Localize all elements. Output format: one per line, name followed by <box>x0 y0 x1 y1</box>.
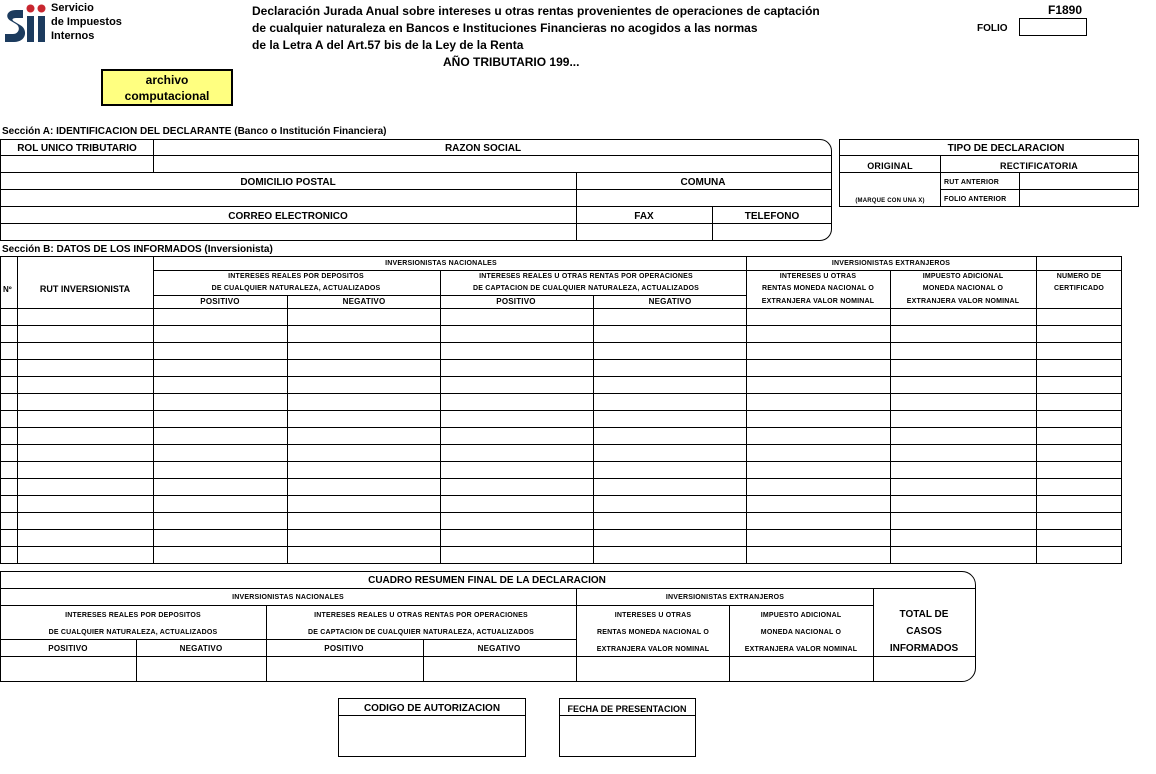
total-line-1: TOTAL DE <box>899 609 949 620</box>
table-cell[interactable] <box>1 309 17 325</box>
resumen-negativo-2-input[interactable] <box>424 657 576 681</box>
table-cell[interactable] <box>1 377 17 393</box>
razon-social-label: RAZON SOCIAL <box>444 143 522 154</box>
cert-line-1: NUMERO DE <box>1056 273 1102 280</box>
col2-line-2: DE CAPTACION DE CUALQUIER NATURALEZA, ACTUALIZADOS <box>472 285 700 292</box>
table-cell[interactable] <box>288 496 440 512</box>
telefono-input[interactable] <box>713 224 828 240</box>
logo-line-3: Internos <box>51 30 95 42</box>
table-cell[interactable] <box>747 496 890 512</box>
ext2-line-2: MONEDA NACIONAL O <box>922 285 1004 292</box>
table-cell[interactable] <box>1037 394 1122 410</box>
domicilio-input[interactable] <box>1 190 576 206</box>
resumen-negativo-1-input[interactable] <box>137 657 266 681</box>
table-cell[interactable] <box>154 462 287 478</box>
resumen-total-input[interactable] <box>874 657 970 681</box>
positivo-2-label: POSITIVO <box>496 297 536 306</box>
table-cell[interactable] <box>288 445 440 461</box>
table-cell[interactable] <box>1037 530 1122 546</box>
fax-input[interactable] <box>577 224 712 240</box>
archivo-computacional-badge <box>101 69 233 106</box>
table-cell[interactable] <box>891 377 1036 393</box>
table-cell[interactable] <box>891 547 1036 563</box>
col1-line-2: DE CUALQUIER NATURALEZA, ACTUALIZADOS <box>211 285 381 292</box>
folio-input[interactable] <box>1019 18 1087 36</box>
table-cell[interactable] <box>18 394 153 410</box>
table-cell[interactable] <box>747 360 890 376</box>
table-cell[interactable] <box>1 547 17 563</box>
table-cell[interactable] <box>594 411 746 427</box>
title-line-2: de cualquier naturaleza en Bancos e Instituciones Financieras no acogidos a las normas <box>252 21 758 35</box>
table-cell[interactable] <box>288 428 440 444</box>
razon-social-input[interactable] <box>154 156 830 172</box>
table-cell[interactable] <box>441 343 593 359</box>
table-cell[interactable] <box>594 445 746 461</box>
table-cell[interactable] <box>18 496 153 512</box>
resumen-negativo-1: NEGATIVO <box>179 644 223 653</box>
total-line-3: INFORMADOS <box>889 643 959 654</box>
resumen-col2-line-1: INTERESES REALES U OTRAS RENTAS POR OPERACIONES <box>314 612 528 619</box>
table-cell[interactable] <box>1037 360 1122 376</box>
table-cell[interactable] <box>288 377 440 393</box>
table-cell[interactable] <box>891 360 1036 376</box>
tax-year: AÑO TRIBUTARIO 199... <box>443 55 580 69</box>
nacionales-label: INVERSIONISTAS NACIONALES <box>385 260 497 267</box>
table-cell[interactable] <box>747 547 890 563</box>
table-cell[interactable] <box>1037 496 1122 512</box>
table-cell[interactable] <box>1037 343 1122 359</box>
original-label: ORIGINAL <box>867 161 913 171</box>
table-cell[interactable] <box>288 547 440 563</box>
table-cell[interactable] <box>18 343 153 359</box>
table-cell[interactable] <box>594 462 746 478</box>
title-line-1: Declaración Jurada Anual sobre intereses u otras rentas provenientes de operaciones de captación <box>252 4 820 18</box>
resumen-positivo-2-input[interactable] <box>267 657 423 681</box>
table-cell[interactable] <box>594 309 746 325</box>
table-cell[interactable] <box>594 513 746 529</box>
table-cell[interactable] <box>594 496 746 512</box>
table-cell[interactable] <box>441 394 593 410</box>
table-cell[interactable] <box>441 496 593 512</box>
fecha-presentacion-label: FECHA DE PRESENTACION <box>567 704 687 714</box>
table-cell[interactable] <box>18 377 153 393</box>
table-cell[interactable] <box>441 428 593 444</box>
table-cell[interactable] <box>594 530 746 546</box>
comuna-label: COMUNA <box>680 177 726 188</box>
table-cell[interactable] <box>891 394 1036 410</box>
table-cell[interactable] <box>18 326 153 342</box>
col2-line-1: INTERESES REALES U OTRAS RENTAS POR OPERACIONES <box>479 273 693 280</box>
rut-anterior-input[interactable] <box>1020 173 1138 189</box>
col1-line-1: INTERESES REALES POR DEPOSITOS <box>228 273 364 280</box>
telefono-label: TELEFONO <box>744 211 800 222</box>
table-cell[interactable] <box>154 377 287 393</box>
table-cell[interactable] <box>441 360 593 376</box>
table-cell[interactable] <box>441 377 593 393</box>
table-cell[interactable] <box>891 513 1036 529</box>
table-cell[interactable] <box>747 445 890 461</box>
table-cell[interactable] <box>441 530 593 546</box>
section-a-title: Sección A: IDENTIFICACION DEL DECLARANTE (Banco o Institución Financiera) <box>2 126 387 137</box>
table-cell[interactable] <box>18 530 153 546</box>
rut-input[interactable] <box>1 156 153 172</box>
table-cell[interactable] <box>594 326 746 342</box>
ext1-line-1: INTERESES U OTRAS <box>779 273 857 280</box>
table-cell[interactable] <box>441 411 593 427</box>
table-cell[interactable] <box>1037 513 1122 529</box>
table-cell[interactable] <box>154 513 287 529</box>
table-cell[interactable] <box>18 513 153 529</box>
table-cell[interactable] <box>594 360 746 376</box>
correo-label: CORREO ELECTRONICO <box>228 211 348 222</box>
table-cell[interactable] <box>891 496 1036 512</box>
table-cell[interactable] <box>288 479 440 495</box>
resumen-extranjeros: INVERSIONISTAS EXTRANJEROS <box>665 594 785 601</box>
table-cell[interactable] <box>288 462 440 478</box>
table-cell[interactable] <box>288 343 440 359</box>
resumen-title: CUADRO RESUMEN FINAL DE LA DECLARACION <box>368 575 606 586</box>
form-code: F1890 <box>1048 3 1083 17</box>
correo-input[interactable] <box>1 224 576 240</box>
table-cell[interactable] <box>747 513 890 529</box>
table-cell[interactable] <box>1 326 17 342</box>
comuna-input[interactable] <box>577 190 830 206</box>
table-cell[interactable] <box>1037 445 1122 461</box>
table-cell[interactable] <box>747 343 890 359</box>
resumen-ext1-line-1: INTERESES U OTRAS <box>614 612 692 619</box>
badge-line-2: computacional <box>124 89 210 103</box>
table-cell[interactable] <box>1 445 17 461</box>
table-cell[interactable] <box>1 496 17 512</box>
table-cell[interactable] <box>891 462 1036 478</box>
table-cell[interactable] <box>1 411 17 427</box>
table-cell[interactable] <box>154 309 287 325</box>
table-cell[interactable] <box>747 326 890 342</box>
resumen-col1-line-2: DE CUALQUIER NATURALEZA, ACTUALIZADOS <box>48 629 218 636</box>
table-cell[interactable] <box>747 394 890 410</box>
tipo-declaracion-title: TIPO DE DECLARACION <box>947 143 1065 154</box>
table-cell[interactable] <box>1 513 17 529</box>
cert-line-2: CERTIFICADO <box>1053 285 1105 292</box>
table-cell[interactable] <box>747 479 890 495</box>
table-cell[interactable] <box>594 343 746 359</box>
resumen-positivo-1: POSITIVO <box>48 644 88 653</box>
resumen-positivo-1-input[interactable] <box>1 657 136 681</box>
table-cell[interactable] <box>288 309 440 325</box>
table-cell[interactable] <box>747 309 890 325</box>
table-cell[interactable] <box>747 428 890 444</box>
rut-label: ROL UNICO TRIBUTARIO <box>17 143 137 154</box>
table-cell[interactable] <box>154 411 287 427</box>
table-cell[interactable] <box>154 360 287 376</box>
table-cell[interactable] <box>1 462 17 478</box>
table-cell[interactable] <box>1037 479 1122 495</box>
section-b-title: Sección B: DATOS DE LOS INFORMADOS (Inversionista) <box>2 244 273 255</box>
resumen-ext1-input[interactable] <box>577 657 729 681</box>
resumen-nacionales: INVERSIONISTAS NACIONALES <box>232 594 344 601</box>
table-cell[interactable] <box>594 547 746 563</box>
ext1-line-3: EXTRANJERA VALOR NOMINAL <box>761 298 875 305</box>
table-cell[interactable] <box>288 530 440 546</box>
resumen-ext2-line-3: EXTRANJERA VALOR NOMINAL <box>744 646 858 653</box>
table-cell[interactable] <box>747 377 890 393</box>
table-cell[interactable] <box>1037 326 1122 342</box>
table-cell[interactable] <box>594 428 746 444</box>
resumen-col2-line-2: DE CAPTACION DE CUALQUIER NATURALEZA, ACTUALIZADOS <box>307 629 535 636</box>
table-cell[interactable] <box>154 394 287 410</box>
rut-anterior-label: RUT ANTERIOR <box>944 179 1000 186</box>
table-cell[interactable] <box>441 479 593 495</box>
resumen-negativo-2: NEGATIVO <box>477 644 521 653</box>
resumen-ext2-line-1: IMPUESTO ADICIONAL <box>760 612 842 619</box>
positivo-1-label: POSITIVO <box>200 297 240 306</box>
table-cell[interactable] <box>1 394 17 410</box>
table-cell[interactable] <box>154 479 287 495</box>
table-cell[interactable] <box>1037 377 1122 393</box>
sii-logo-icon <box>2 2 50 44</box>
table-cell[interactable] <box>1037 547 1122 563</box>
table-cell[interactable] <box>154 428 287 444</box>
resumen-ext2-line-2: MONEDA NACIONAL O <box>760 629 842 636</box>
table-cell[interactable] <box>18 462 153 478</box>
negativo-2-label: NEGATIVO <box>648 297 692 306</box>
table-cell[interactable] <box>594 394 746 410</box>
rectificatoria-label: RECTIFICATORIA <box>1000 161 1078 171</box>
table-cell[interactable] <box>288 360 440 376</box>
table-cell[interactable] <box>1 343 17 359</box>
table-cell[interactable] <box>891 309 1036 325</box>
table-cell[interactable] <box>1 479 17 495</box>
negativo-1-label: NEGATIVO <box>342 297 386 306</box>
badge-line-1: archivo <box>145 73 189 87</box>
domicilio-label: DOMICILIO POSTAL <box>240 177 336 188</box>
table-cell[interactable] <box>154 496 287 512</box>
table-cell[interactable] <box>154 445 287 461</box>
table-cell[interactable] <box>891 530 1036 546</box>
table-cell[interactable] <box>441 309 593 325</box>
table-cell[interactable] <box>441 547 593 563</box>
table-cell[interactable] <box>594 377 746 393</box>
table-cell[interactable] <box>891 343 1036 359</box>
table-cell[interactable] <box>441 445 593 461</box>
resumen-ext1-line-2: RENTAS MONEDA NACIONAL O <box>596 629 710 636</box>
table-cell[interactable] <box>288 411 440 427</box>
ext2-line-1: IMPUESTO ADICIONAL <box>922 273 1004 280</box>
table-cell[interactable] <box>288 326 440 342</box>
table-cell[interactable] <box>891 428 1036 444</box>
fax-label: FAX <box>634 211 654 222</box>
extranjeros-label: INVERSIONISTAS EXTRANJEROS <box>831 260 951 267</box>
table-cell[interactable] <box>891 411 1036 427</box>
table-cell[interactable] <box>18 411 153 427</box>
title-line-3: de la Letra A del Art.57 bis de la Ley de la Renta <box>252 38 524 52</box>
resumen-ext2-input[interactable] <box>730 657 873 681</box>
folio-anterior-label: FOLIO ANTERIOR <box>944 196 1007 203</box>
ext1-line-2: RENTAS MONEDA NACIONAL O <box>761 285 875 292</box>
sii-logo <box>2 2 50 44</box>
logo-line-2: de Impuestos <box>51 16 122 28</box>
table-cell[interactable] <box>1037 462 1122 478</box>
table-cell[interactable] <box>154 547 287 563</box>
table-cell[interactable] <box>18 428 153 444</box>
folio-label: FOLIO <box>977 23 1008 34</box>
table-cell[interactable] <box>154 326 287 342</box>
ext2-line-3: EXTRANJERA VALOR NOMINAL <box>906 298 1020 305</box>
table-cell[interactable] <box>154 530 287 546</box>
table-cell[interactable] <box>1 360 17 376</box>
table-cell[interactable] <box>1037 428 1122 444</box>
table-cell[interactable] <box>594 479 746 495</box>
table-cell[interactable] <box>154 343 287 359</box>
table-cell[interactable] <box>1 530 17 546</box>
table-cell[interactable] <box>747 462 890 478</box>
resumen-col1-line-1: INTERESES REALES POR DEPOSITOS <box>65 612 201 619</box>
table-cell[interactable] <box>441 462 593 478</box>
table-cell[interactable] <box>891 326 1036 342</box>
rut-inversionista-label: RUT INVERSIONISTA <box>39 284 131 294</box>
folio-anterior-input[interactable] <box>1020 190 1138 206</box>
fecha-presentacion-input[interactable] <box>560 716 695 756</box>
total-line-2: CASOS <box>906 626 942 637</box>
table-cell[interactable] <box>747 411 890 427</box>
table-cell[interactable] <box>18 445 153 461</box>
resumen-positivo-2: POSITIVO <box>324 644 364 653</box>
table-cell[interactable] <box>288 513 440 529</box>
table-cell[interactable] <box>18 309 153 325</box>
table-cell[interactable] <box>288 394 440 410</box>
num-label: Nº <box>3 285 12 294</box>
table-cell[interactable] <box>1037 309 1122 325</box>
codigo-autorizacion-input[interactable] <box>339 716 525 756</box>
resumen-ext1-line-3: EXTRANJERA VALOR NOMINAL <box>596 646 710 653</box>
table-cell[interactable] <box>18 547 153 563</box>
logo-line-1: Servicio <box>51 2 94 14</box>
table-cell[interactable] <box>441 513 593 529</box>
table-cell[interactable] <box>18 360 153 376</box>
marque-label: (MARQUE CON UNA X) <box>855 198 925 204</box>
table-cell[interactable] <box>891 445 1036 461</box>
table-cell[interactable] <box>891 479 1036 495</box>
table-cell[interactable] <box>747 530 890 546</box>
table-cell[interactable] <box>18 479 153 495</box>
original-checkbox[interactable] <box>841 173 939 193</box>
table-cell[interactable] <box>1 428 17 444</box>
codigo-autorizacion-label: CODIGO DE AUTORIZACION <box>363 703 501 714</box>
table-cell[interactable] <box>1037 411 1122 427</box>
table-cell[interactable] <box>441 326 593 342</box>
